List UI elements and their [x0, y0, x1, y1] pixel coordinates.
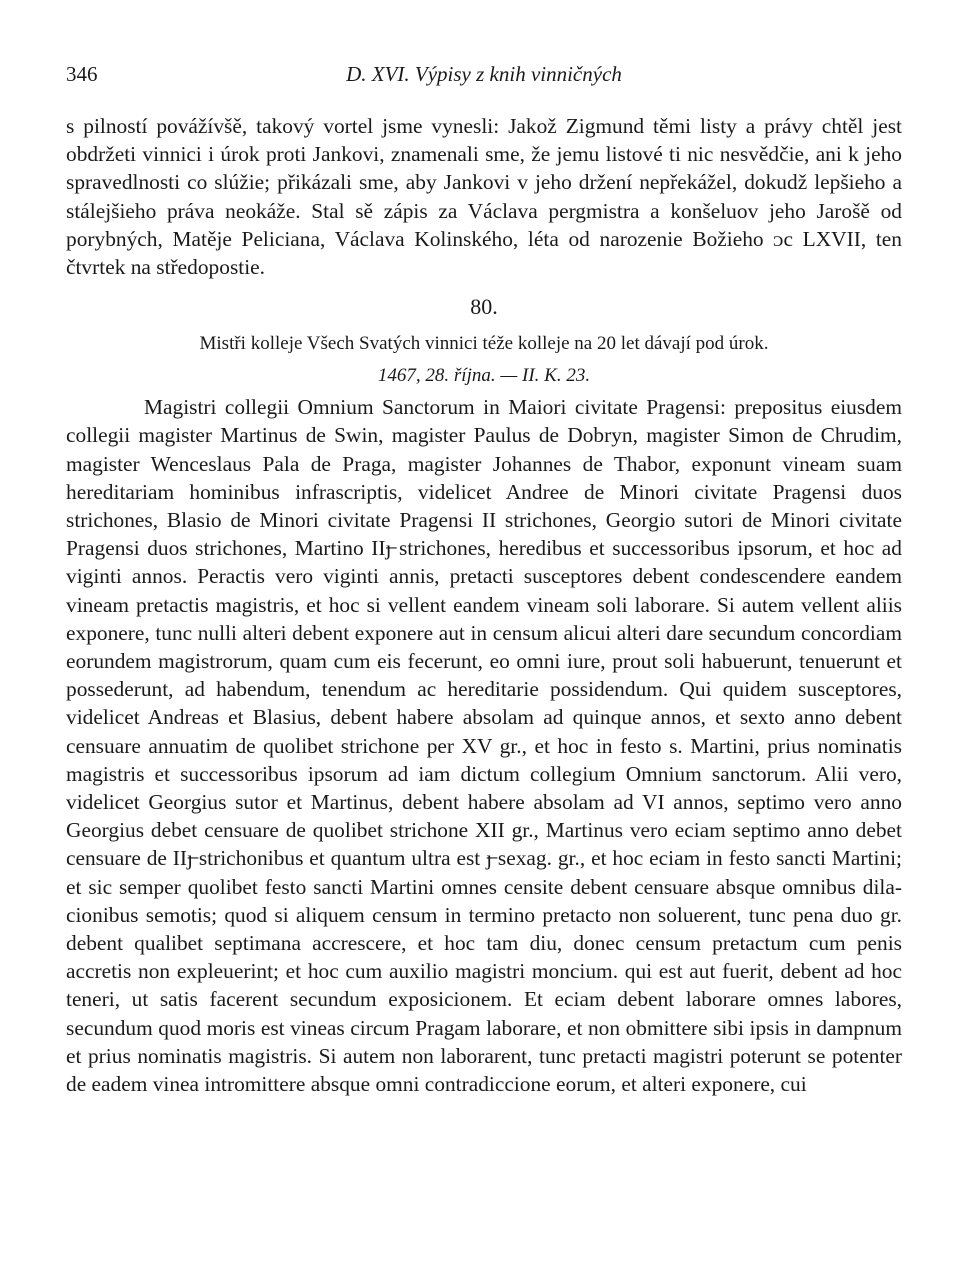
continuation-paragraph: s pilností povážívšě, takový vortel jsme vynesli: Jakož Zigmund těmi listy a právy chtěl jest obdržeti vinnici i úrok proti Jankovi, znamenali sme, že jemu listové ti nic nesvědčie, ani k jeho spravedlnosti co slúžie; přikázali sme, aby Jankovi v jeho držení nepřekážel, dokudž lepšieho a stálejšieho práva neokáže. Stal sě zápis za Václava pergmistra a konšeluov jeho Jarošě od porybných, Matěje Peliciana, Václava Kolinského, léta od narozenie Božieho ᴐc LXVII, ten čtvrtek na středopostie.: [66, 114, 902, 280]
document-number: 80.: [470, 294, 498, 320]
document-summary: Mistři kolleje Všech Svatých vinnici téže kolleje na 20 let dávají pod úrok.: [199, 333, 769, 355]
document-date: 1467, 28. října. — II. K. 23.: [377, 365, 591, 387]
page-body: [66, 112, 902, 1098]
document-paragraph: Magistri collegii Omnium Sanctorum in Maiori civitate Pragensi: prepositus eiusdem collegii magister Martinus de Swin, magister Paulus de Dobryn, magister Simon de Chrudim, magister Wenceslaus Pala de Praga, magister Johannes de Thabor, exponunt vineam suam hereditariam hominibus infrascriptis, videlicet Andree de Minori civitate Pragensi duos strichones, Blasio de Minori civitate Pragensi II strichones, Georgio sutori de Minori civitate Pragensi duos strichones, Martino IIȷ̶ strichones, heredibus et successoribus ipsorum, et hoc ad viginti annos. Peractis vero viginti annis, pretacti susceptores debent condescendere eandem vineam pretactis magistris, et hoc si vellent eandem vineam soli laborare. Si autem vellent aliis exponere, tunc nulli alteri debent exponere aut in censum alicui alteri dare secundum concordiam eorundem magistrorum, quam cum eis fecerunt, eo omni iure, prout soli habuerunt, tenuerunt et possederunt, ad habendum, tenendum ac hereditarie possidendum. Qui quidem susceptores, videlicet Andreas et Blasius, debent habere absolam ad quinque annos, et sexto anno debent censuare annuatim de quolibet strichone per XV gr., et hoc in festo s. Martini, prius nominatis magistris et successoribus ipsorum ad iam dictum collegium Omnium sanctorum. Alii vero, videlicet Georgius sutor et Martinus, debent habere absolam ad VI annos, septimo vero anno Georgius debet censuare de quolibet strichone XII gr., Martinus vero eciam septimo anno debet censuare de IIȷ̶ strichonibus et quantum ultra est ȷ̶ sexag. gr., et hoc eciam in festo sancti Martini; et sic semper quolibet festo sancti Martini omnes censite debent censuare absque omnibus dilacionibus semotis; quod si aliquem censum in termino pretacto non soluerent, tunc pena duo gr. debent qualibet septimana accrescere, et hoc tam diu, donec censum pretactum cum penis accretis non expleuerint; et hoc cum auxilio magistri moncium. qui est aut fuerit, debent ad hoc teneri, ut satis facerent secundum exposicionem. Et eciam debent laborare omnes labores, secundum quod moris est vineas circum Pragam laborare, et non obmittere sibi ipsis in dampnum et prius nominatis magistris. Si autem non laborarent, tunc pretacti magistri poterunt se potenter de eadem vinea intromittere absque omni contradiccione eorum, et alteri exponere, cui: [66, 395, 902, 1097]
running-head: D. XVI. Výpisy z knih vinničných: [346, 62, 622, 86]
page-header: [66, 62, 902, 92]
page-number: 346: [66, 62, 98, 86]
